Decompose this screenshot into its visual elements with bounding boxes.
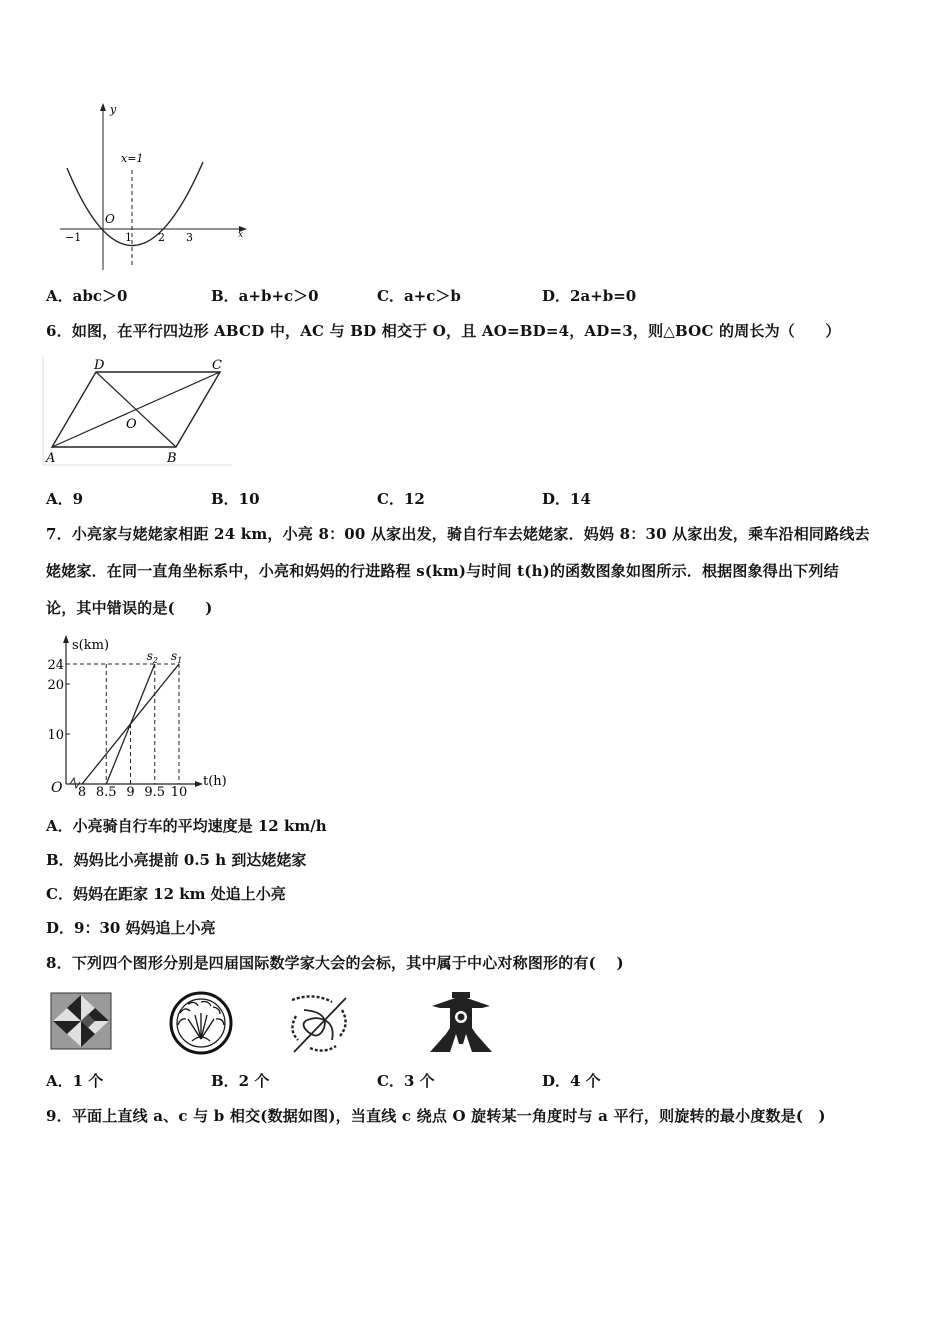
x-tick-label: 9 (126, 785, 135, 797)
logo-pinwheel-square (50, 992, 112, 1050)
q8-option-d: D．4 个 (542, 1072, 601, 1090)
q5-option-c: C．a+c＞b (377, 287, 461, 305)
q5-option-a: A．abc＞0 (46, 287, 128, 305)
q6-option-c: C．12 (377, 490, 425, 508)
x-axis-label: x (238, 230, 244, 240)
logo-circle-fan (168, 991, 234, 1055)
q7-stem-line1: 7．小亮家与姥姥家相距 24 km，小亮 8：00 从家出发，骑自行车去姥姥家．妈妈 8：30 从家出发，乘车沿相同路线去 (46, 525, 870, 543)
tick-1: 1 (125, 231, 132, 244)
q7-option-c: C．妈妈在距家 12 km 处追上小亮 (46, 885, 286, 903)
q6-option-b: B．10 (211, 490, 260, 508)
x-tick-label: 8.5 (95, 785, 117, 797)
diagonal-bd (96, 372, 176, 447)
distance-time-chart (42, 632, 242, 797)
parabola-figure (55, 100, 255, 272)
parallelogram-figure (42, 355, 234, 467)
q7-option-d: D．9：30 妈妈追上小亮 (46, 919, 216, 937)
tick-2: 2 (158, 231, 165, 244)
vertex-b: B (167, 451, 177, 466)
vertex-c: C (212, 358, 222, 373)
chart-xlabel: t(h) (203, 774, 227, 789)
parabola-curve (67, 162, 203, 246)
q8-option-b: B．2 个 (211, 1072, 270, 1090)
q6-option-a: A．9 (46, 490, 84, 508)
q8-option-c: C．3 个 (377, 1072, 435, 1090)
vertex-d: D (94, 358, 105, 373)
vertex-a: A (46, 451, 56, 466)
series-label-s1: $s_1$ (171, 649, 183, 665)
q5-option-d: D．2a+b=0 (542, 287, 637, 305)
q9-stem: 9．平面上直线 a、c 与 b 相交(数据如图)，当直线 c 绕点 O 旋转某一角度时与 a 平行，则旋转的最小度数是( ) (46, 1107, 826, 1125)
y-tick-label: 10 (47, 728, 64, 743)
logo-pagoda (428, 990, 494, 1054)
chart-ylabel: s(km) (72, 638, 110, 653)
x-tick-label: 9.5 (144, 785, 166, 797)
x-tick-label: 10 (170, 785, 188, 797)
q7-option-b: B．妈妈比小亮提前 0.5 h 到达姥姥家 (46, 851, 307, 869)
chart-origin: O (51, 780, 63, 796)
y-tick-label: 20 (47, 678, 64, 693)
y-axis-label: y (110, 103, 117, 116)
origin-label: O (105, 212, 115, 226)
q6-option-d: D．14 (542, 490, 591, 508)
series-label-s2: $s_2$ (146, 649, 159, 665)
q8-option-a: A．1 个 (46, 1072, 104, 1090)
x-tick-label: 8 (77, 785, 87, 797)
q7-stem-line2: 姥姥家．在同一直角坐标系中，小亮和妈妈的行进路程 s(km)与时间 t(h)的函数图象如图所示．根据图象得出下列结 (46, 562, 839, 580)
tick-3: 3 (186, 231, 193, 244)
symmetry-label: x=1 (121, 152, 144, 165)
q7-stem-line3: 论，其中错误的是( ) (46, 599, 213, 617)
tick-neg1: −1 (65, 231, 82, 244)
y-tick-label: 24 (47, 658, 64, 673)
q5-option-b: B．a+b+c＞0 (211, 287, 319, 305)
logo-dotted-knot (284, 990, 354, 1056)
q6-stem: 6．如图，在平行四边形 ABCD 中，AC 与 BD 相交于 O，且 AO=BD=4，AD=3，则△BOC 的周长为（ ） (46, 322, 841, 340)
q8-stem: 8．下列四个图形分别是四届国际数学家大会的会标，其中属于中心对称图形的有( ) (46, 954, 624, 972)
point-o: O (126, 417, 137, 432)
q7-option-a: A．小亮骑自行车的平均速度是 12 km/h (46, 817, 327, 835)
